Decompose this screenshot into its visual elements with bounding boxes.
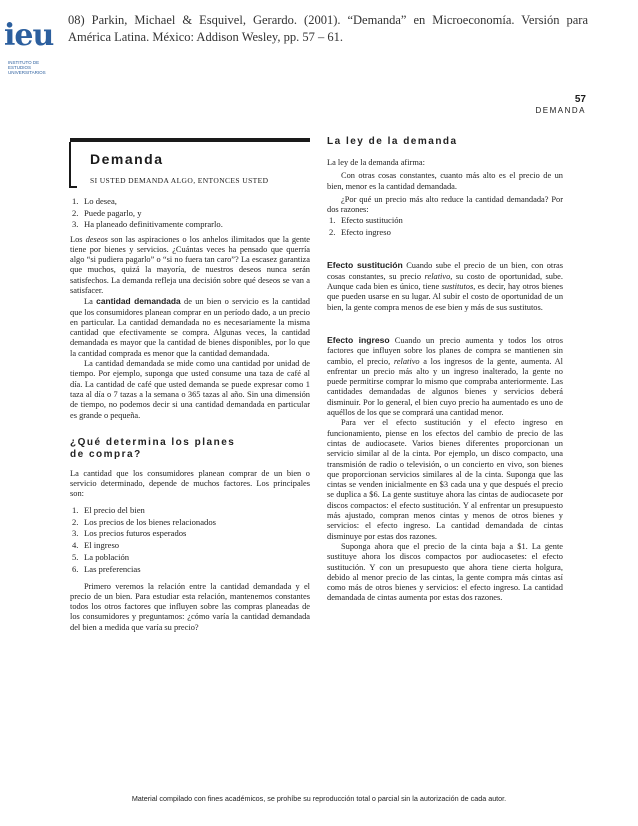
section-bracket-foot [69, 186, 77, 188]
section-bracket [69, 142, 71, 188]
section-subtitle: SI USTED DEMANDA ALGO, ENTONCES USTED [90, 176, 269, 185]
key-term: cantidad demandada [96, 296, 181, 307]
text: La [84, 297, 97, 307]
logo-subtitle: INSTITUTO DE ESTUDIOS UNIVERSITARIOS [8, 60, 46, 75]
run-in-heading: Efecto ingreso [327, 334, 390, 345]
list-item [70, 517, 310, 529]
text: Los [70, 234, 86, 244]
list-text: Los precios futuros esperados [84, 528, 187, 539]
paragraph-income-effect [327, 335, 563, 418]
emphasis: relativo [393, 356, 420, 366]
list-text: El ingreso [84, 540, 120, 551]
list-number: 1. [72, 504, 79, 515]
heading-law-of-demand: La ley de la demanda [327, 136, 458, 147]
text: , su costo de oportunidad, sube. Aunque cada bien es único, tiene [327, 271, 563, 292]
list-number: 3. [72, 528, 79, 539]
text: Cuando sube el precio de un bien, con otras cosas constantes, su precio [327, 261, 563, 281]
list-number: 4. [72, 540, 79, 551]
list-item [70, 505, 310, 517]
reasons-list [327, 215, 563, 238]
text: a los ingresos de la gente, aumenta. Al enfrentar un precio más alto y un ingreso inalterado, la gente no puede permitirse comprar lo mismo que compraba anteriormente. Las cantidades demandadas de algunos bienes y servicios deberá disminuir. Por lo general, el bien cuyo precio ha aumentado es uno de aquéllos de los que se comprará una cantidad menor. [327, 356, 563, 418]
list-number: 1. [72, 196, 79, 206]
list-text: Los precios de los bienes relacionados [84, 516, 216, 527]
paragraph-quantity-demanded [70, 296, 310, 359]
paragraph-price-relationship: Primero veremos la relación entre la cantidad demandada y el precio de un bien. Para estudiar esta relación, mantenemos constantes todos los otros factores que influyen sobre las compras planeadas de los consumidores y preguntamos: ¿cómo varía la cantidad demandada del bien a medida que varía su precio? [70, 581, 310, 632]
list-text: Puede pagarlo, y [84, 207, 142, 218]
list-number: 2. [329, 226, 336, 237]
emphasis: relativo [424, 271, 451, 281]
heading-buying-plans: ¿Qué determina los planes de compra? [70, 436, 236, 460]
paragraph-tape-example: Para ver el efecto sustitución y el efecto ingreso en funcionamiento, piense en los efectos del cambio de precio de las cintas de audiocasete. Varios bienes diferentes proporcionan un servicio similar al de la cinta. Por ejemplo, un disco compacto, una transmisión de radio o televisión, o un concierto en vivo, son bienes que proporcionan servicios similares al de la cinta. Suponga que las cintas se venden inicialmente en $3 cada una y que después el precio se duplica a $6. La gente sustituye ahora las cintas de audiocasete por discos compactos: el efecto sustitución. Y al enfrentar un presupuesto más ajustado, compran menos cintas y menos de otros bienes y servicios: el efecto ingreso. La cantidad demandada de cintas disminuye por estas dos razones. [327, 418, 563, 541]
list-item [327, 227, 563, 239]
section-title: Demanda [90, 151, 164, 167]
emphasis: sustitutos [441, 282, 474, 292]
list-number: 1. [329, 215, 336, 226]
law-statement: Con otras cosas constantes, cuanto más alto es el precio de un bien, menor es la cantidad demandada. [327, 171, 563, 191]
list-item [70, 564, 310, 576]
paragraph-substitution-effect [327, 260, 563, 312]
paragraph-factors-intro: La cantidad que los consumidores planean comprar de un bien o servicio determinado, depende de muchos factores. Los principales son: [70, 468, 310, 499]
list-text: El precio del bien [84, 504, 145, 515]
list-text: La población [84, 551, 130, 562]
conditions-list [70, 196, 310, 231]
list-text: Efecto ingreso [341, 226, 391, 237]
paragraph-time-dimension: La cantidad demandada se mide como una cantidad por unidad de tiempo. Por ejemplo, suponga que usted consume una taza de café al día. La cantidad de café que usted demanda se puede expresar como 1 taza al día o 7 tazas a la semana o 365 tazas al año. Sin una dimensión de tiempo, no podemos decir si una cantidad demandada en particular es grande o pequeña. [70, 359, 310, 420]
list-number: 2. [72, 207, 79, 218]
citation: 08) Parkin, Michael & Esquivel, Gerardo. (2001). “Demanda” en Microeconomía. Versión para América Latina. México: Addison Wesley, pp. 57 – 61. [68, 13, 588, 44]
list-item [70, 196, 310, 208]
law-intro: La ley de la demanda afirma: [327, 158, 425, 167]
list-item [70, 208, 310, 220]
list-number: 3. [72, 219, 79, 229]
section-rule [70, 138, 310, 142]
paragraph-wants [70, 235, 310, 297]
logo-text: ieu [4, 18, 54, 53]
law-question: ¿Por qué un precio más alto reduce la cantidad demandada? Por dos razones: [327, 194, 563, 215]
list-item [70, 540, 310, 552]
emphasis: deseos [85, 234, 108, 244]
factors-list [70, 505, 310, 576]
list-number: 6. [72, 563, 79, 574]
run-in-heading: Efecto sustitución [327, 260, 403, 271]
running-head: DEMANDA [535, 106, 586, 115]
list-text: Efecto sustitución [341, 215, 403, 226]
list-item [327, 215, 563, 227]
text: de un bien o servicio es la cantidad que los consumidores planean comprar en un período dado, a un precio en particular. La cantidad demandada no es necesariamente la misma cantidad que efectivamente se compra. Algunas veces, la cantidad demandada es mayor que la cantidad de bienes disponibles, por lo que la cantidad comprada es menor que la cantidad demandada. [70, 297, 310, 358]
list-number: 5. [72, 551, 79, 562]
institution-logo [4, 16, 62, 76]
list-number: 2. [72, 516, 79, 527]
list-text: Las preferencias [84, 563, 141, 574]
paragraph-price-fall: Suponga ahora que el precio de la cinta baja a $1. La gente sustituye ahora los discos compactos por audiocasetes: el efecto sustitución. Y con un presupuesto que ahora tiene cierta holgura, debido al menor precio de las cintas, la gente compra más cintas así como más de otros bienes y servicios: el efecto ingreso. La cantidad demandada de cintas aumenta por estas dos razones. [327, 541, 563, 603]
page-number: 57 [574, 94, 586, 105]
list-text: Ha planeado definitivamente comprarlo. [84, 219, 223, 229]
list-text: Lo desea, [84, 196, 117, 206]
text: Cuando un precio aumenta y todos los otros factores que influyen sobre los planes de compra se mantienen sin cambio, el precio, [327, 335, 563, 366]
right-column [327, 136, 563, 604]
list-item [70, 219, 310, 231]
text: son las aspiraciones o los anhelos ilimitados que la gente tiene por bienes y servicios. ¿Cuántas veces ha pensado que querría algo “si pudiera pagarlo” o “si no fuera tan caro”? La escasez garantiza que muchos, quizá la mayoría, de nuestros deseos nunca serán satisfechos. La demanda refleja una decisión sobre qué deseos se van a satisfacer. [70, 234, 310, 295]
footer-notice: Material compilado con fines académicos, se prohíbe su reproducción total o parcial sin la autorización de cada autor. [131, 794, 507, 803]
list-item [70, 528, 310, 540]
list-item [70, 552, 310, 564]
text: , es decir, hay otros bienes que pueden usarse en su lugar. Al subir el costo de oportunidad de un bien, la gente compra menos de ese bien y más de sus sustitutos. [327, 282, 563, 312]
left-column [70, 196, 310, 633]
